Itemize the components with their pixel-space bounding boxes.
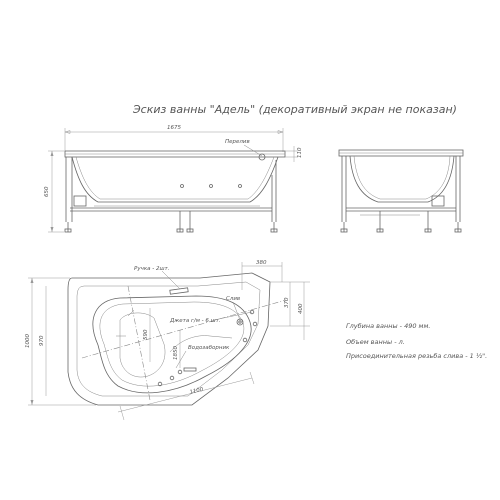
- bottom-dimension: 1100: [189, 386, 205, 396]
- inner-dimension-1850: 1850: [173, 346, 179, 360]
- width-dimension: 1675: [167, 125, 181, 131]
- specs: [346, 322, 487, 360]
- height-dimension: 650: [44, 186, 50, 197]
- drain-label: Слив: [226, 296, 241, 302]
- drawing-title: Эскиз ванны "Адель" (декоративный экран не показан): [133, 103, 457, 116]
- top-dimension: 380: [256, 260, 267, 266]
- right-dimension-370: 370: [284, 297, 290, 308]
- spec-depth: Глубина ванны - 490 мм.: [346, 322, 431, 330]
- rim-height-dimension: 110: [297, 147, 303, 158]
- overflow-label: Перелив: [225, 139, 250, 145]
- jets-label: Джета г/м - 6 шт.: [170, 318, 221, 324]
- inner-depth-dimension: 970: [39, 335, 45, 346]
- depth-dimension: 1000: [25, 334, 31, 348]
- plan-view: [25, 260, 310, 420]
- spec-thread: Присоединительная резьба слива - 1 ½".: [346, 352, 488, 360]
- side-view: [44, 125, 303, 232]
- inner-dimension-590: 590: [143, 329, 149, 340]
- handles-label: Ручка - 2шт.: [134, 266, 170, 272]
- intake-label: Водозаборник: [188, 345, 230, 351]
- right-dimension-400: 400: [298, 303, 304, 314]
- spec-volume: Объем ванны - л.: [346, 338, 405, 346]
- end-view: [339, 150, 463, 232]
